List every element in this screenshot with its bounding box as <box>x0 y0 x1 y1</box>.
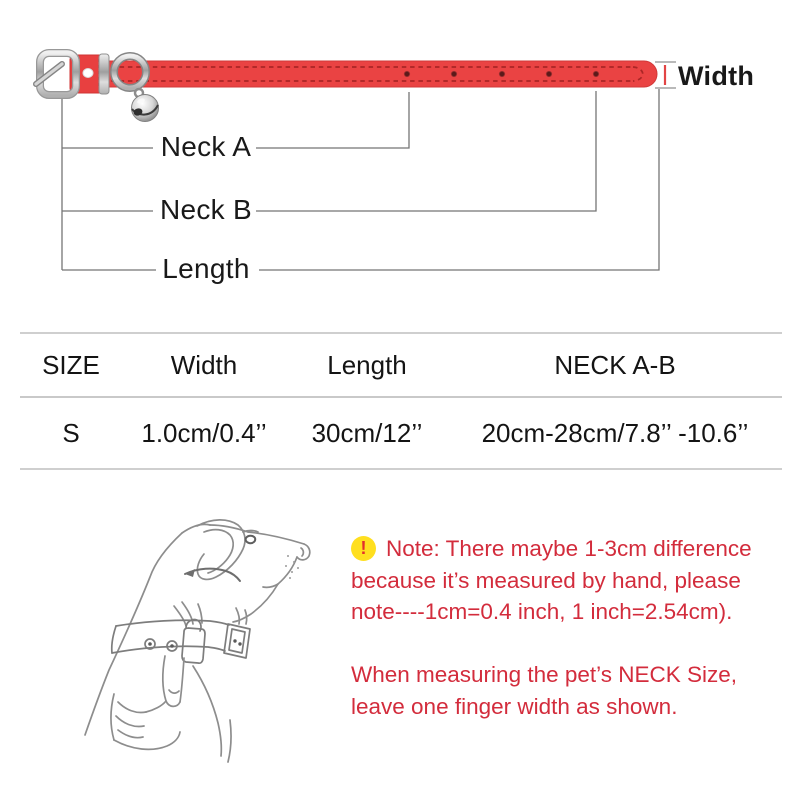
cell-neck-ab: 20cm-28cm/7.8’’ -10.6’’ <box>481 417 749 448</box>
note-line: note----1cm=0.4 inch, 1 inch=2.54cm). <box>351 599 733 624</box>
buckle-icon <box>36 53 106 95</box>
header-width: Width <box>170 349 238 380</box>
size-table-header-row <box>20 332 782 396</box>
size-table-row <box>20 396 782 470</box>
header-neck-ab: NECK A-B <box>554 349 676 380</box>
keeper-icon <box>99 54 109 94</box>
header-length: Length <box>327 349 407 380</box>
note-line: because it’s measured by hand, please <box>351 567 741 593</box>
header-size: SIZE <box>42 349 100 380</box>
cell-width: 1.0cm/0.4’’ <box>141 417 267 448</box>
bell-icon <box>132 89 159 122</box>
dog-sketch-illustration <box>52 498 342 798</box>
width-bracket <box>655 62 676 88</box>
hand-sketch <box>111 656 231 762</box>
note-line: When measuring the pet’s NECK Size, <box>351 662 738 687</box>
width-label: Width <box>678 61 755 91</box>
collar-strap <box>90 61 657 87</box>
cell-length: 30cm/12’’ <box>311 417 423 448</box>
note-line <box>351 533 791 565</box>
note-text: Note: There maybe 1-3cm difference <box>386 536 752 561</box>
neck-a-label: Neck A <box>160 131 252 162</box>
note-block <box>351 533 791 628</box>
cell-size: S <box>62 417 80 448</box>
collar-diagram <box>0 0 800 330</box>
dog-collar-sketch <box>112 619 250 663</box>
note-line: leave one finger width as shown. <box>351 693 678 719</box>
exclamation-icon: ! <box>351 536 376 561</box>
measuring-note-block <box>351 659 791 722</box>
size-table <box>20 332 782 470</box>
length-label: Length <box>162 253 250 284</box>
neck-b-label: Neck B <box>159 194 253 225</box>
